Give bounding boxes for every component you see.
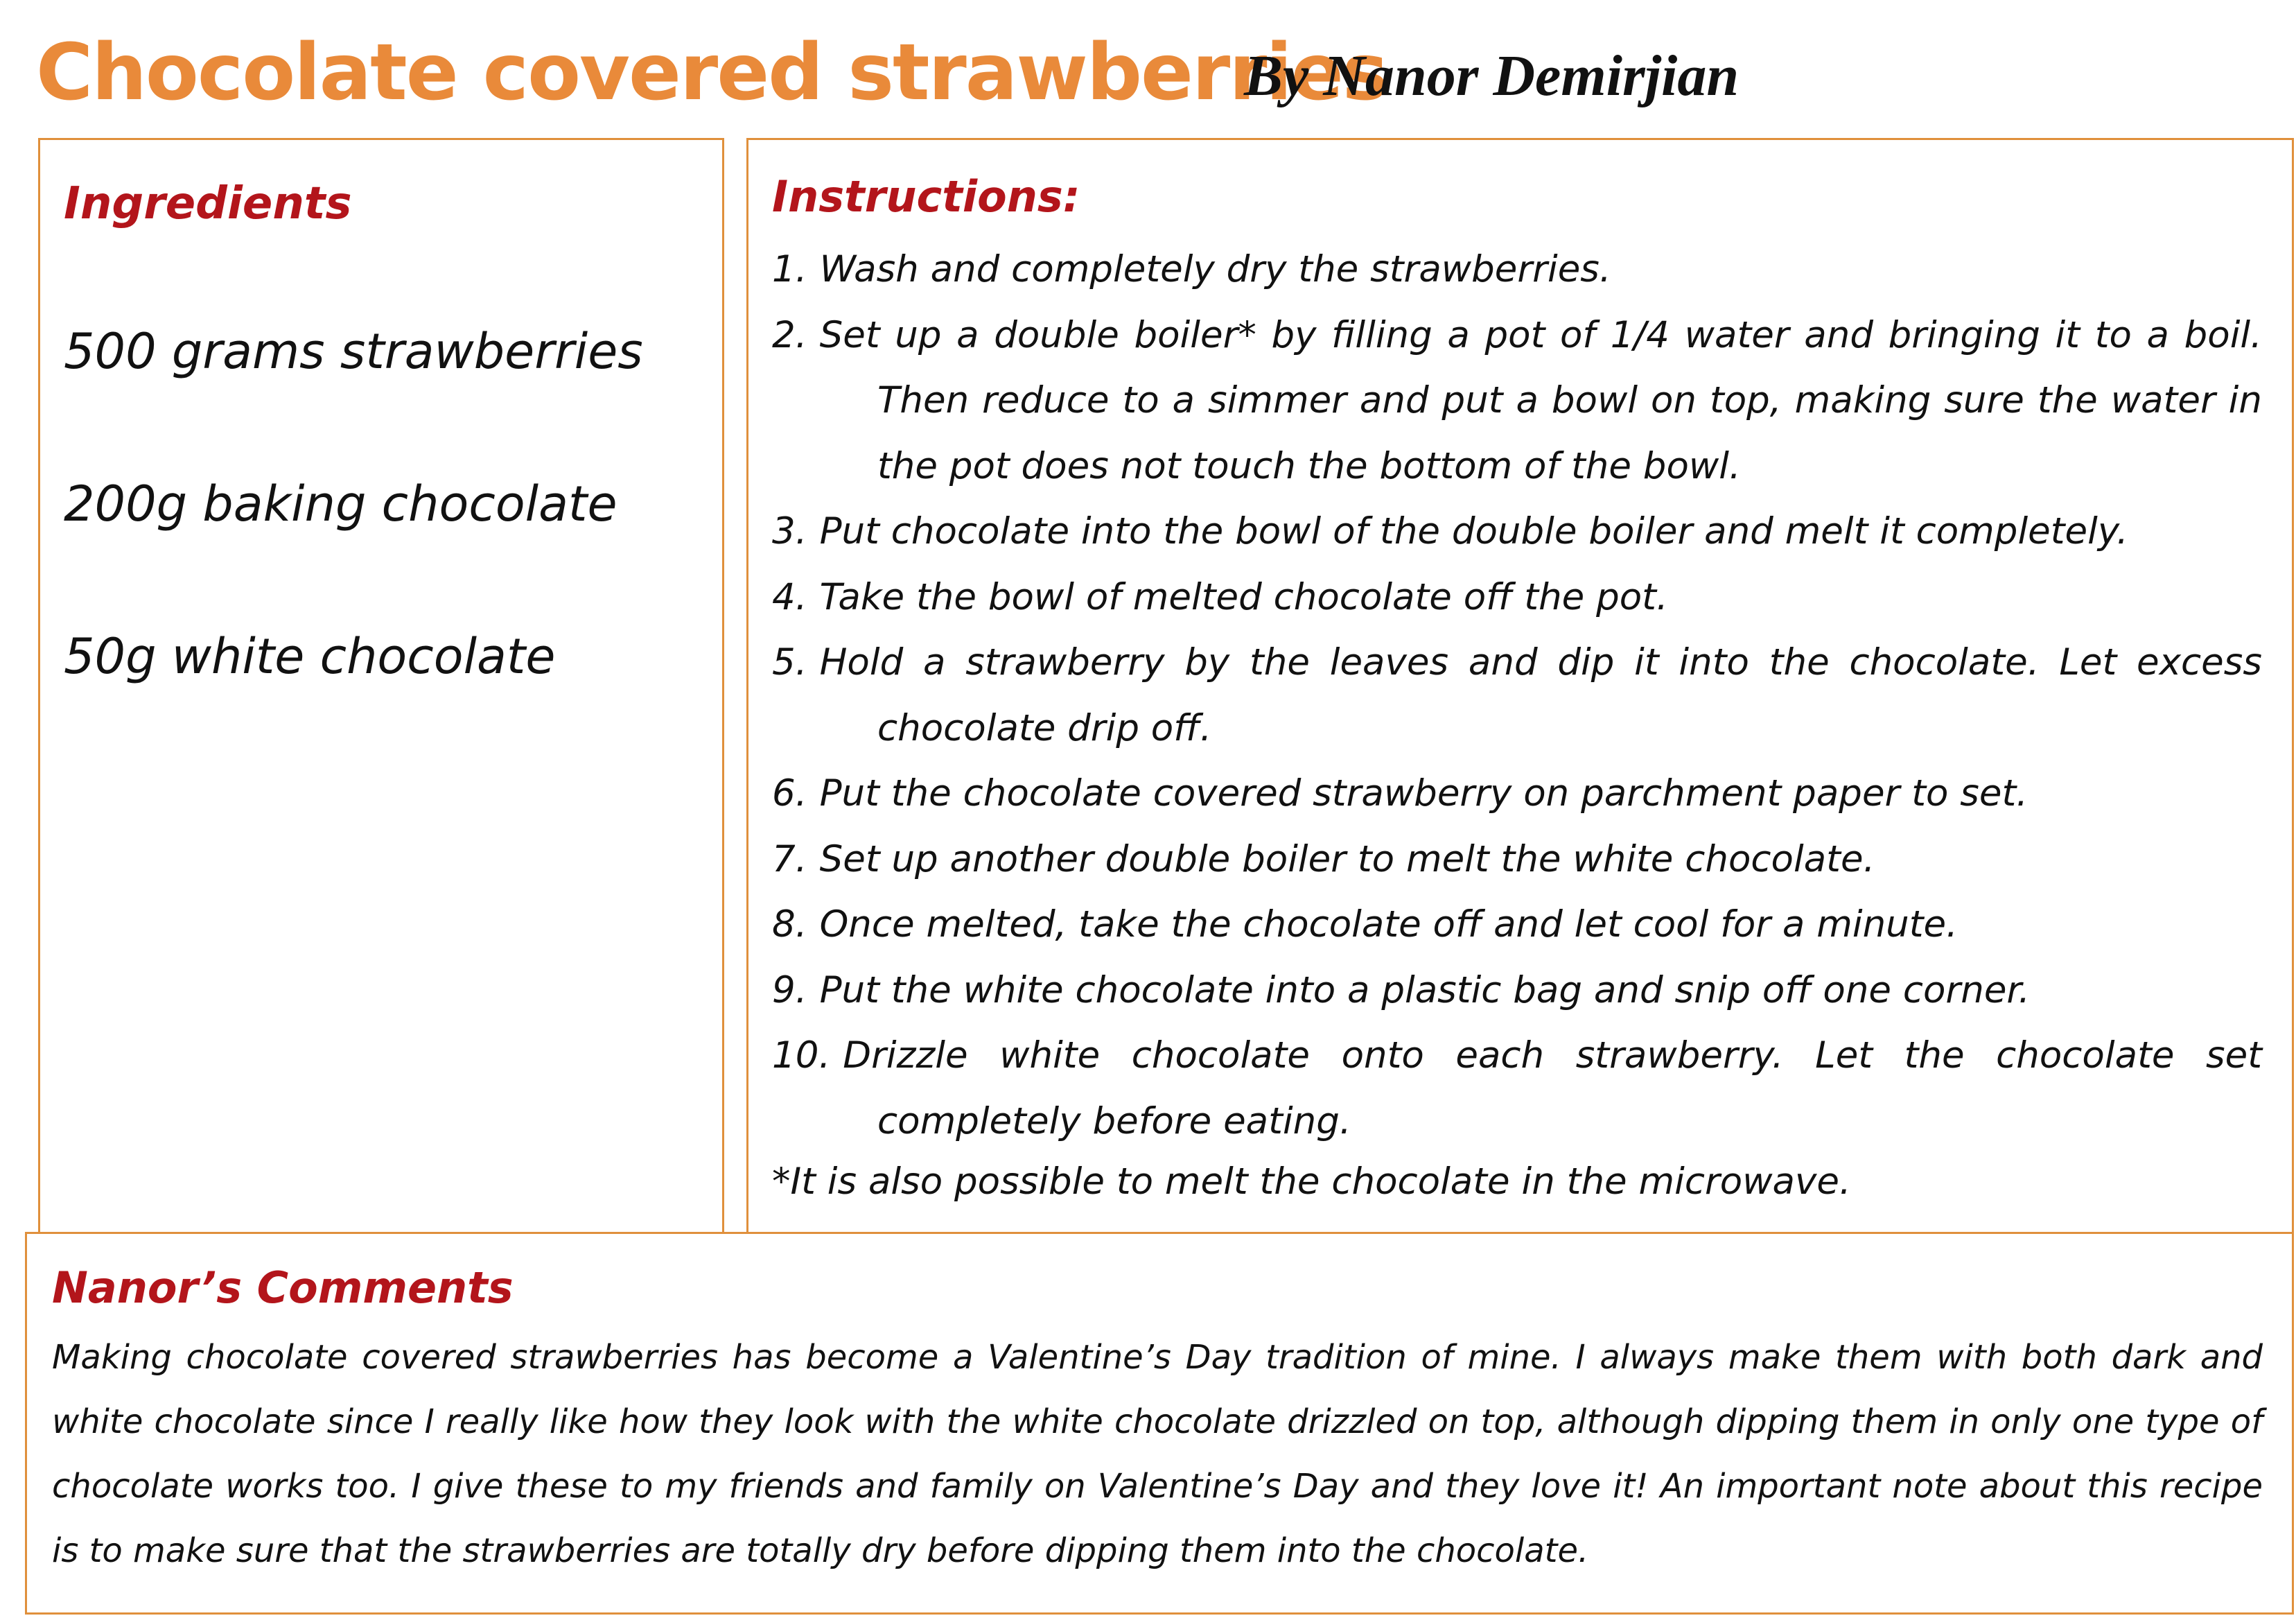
instruction-step xyxy=(772,892,2262,958)
ingredient-item: 500 grams strawberries xyxy=(64,323,643,380)
comments-heading: Nanor’s Comments xyxy=(52,1262,514,1313)
step-text: Wash and completely dry the strawberries. xyxy=(819,248,1611,290)
ingredients-panel xyxy=(38,138,724,1236)
step-text: Put the chocolate covered strawberry on parchment paper to set. xyxy=(819,772,2028,815)
instructions-heading: Instructions: xyxy=(772,171,1080,222)
step-text: Hold a strawberry by the leaves and dip it into the chocolate. Let excess chocolate drip off. xyxy=(819,641,2262,749)
comments-panel xyxy=(25,1232,2294,1615)
ingredient-item: 200g baking chocolate xyxy=(64,476,617,532)
instruction-step xyxy=(772,827,2262,893)
ingredients-heading: Ingredients xyxy=(64,178,352,229)
instructions-steps xyxy=(772,237,2262,1210)
step-number: 2. xyxy=(772,313,807,356)
instruction-step xyxy=(772,958,2262,1024)
recipe-title: Chocolate covered strawberries xyxy=(36,28,1387,118)
step-text: Set up another double boiler to melt the white chocolate. xyxy=(819,837,1875,880)
step-number: 10. xyxy=(772,1034,831,1077)
microwave-note: *It is also possible to melt the chocolate in the microwave. xyxy=(772,1160,1851,1203)
step-text: Set up a double boiler* by filling a pot of 1/4 water and bringing it to a boil. Then reduce to a simmer and put a bowl on top, making sure the water in the pot does not touch the bottom of the bowl. xyxy=(819,313,2262,487)
ingredient-item: 50g white chocolate xyxy=(64,628,556,685)
step-text: Put chocolate into the bowl of the double boiler and melt it completely. xyxy=(819,510,2128,553)
instruction-step xyxy=(772,303,2262,500)
step-number: 7. xyxy=(772,837,807,880)
comments-body: Making chocolate covered strawberries has become a Valentine’s Day tradition of mine. I always make them with both dark and white chocolate since I really like how they look with the white chocolate drizzled on top, although dipping them in only one type of chocolate works too. I give these to my friends and family on Valentine’s Day and they love it! An important note about this recipe is to make sure that the strawberries are totally dry before dipping them into the chocolate. xyxy=(52,1338,2263,1570)
step-text: Put the white chocolate into a plastic bag and snip off one corner. xyxy=(819,968,2031,1011)
instructions-panel xyxy=(746,138,2294,1236)
step-text: Take the bowl of melted chocolate off the pot. xyxy=(819,575,1668,618)
instruction-step xyxy=(772,499,2262,565)
step-number: 1. xyxy=(772,248,807,290)
step-number: 9. xyxy=(772,968,807,1011)
step-number: 8. xyxy=(772,903,807,946)
step-text: Drizzle white chocolate onto each strawberry. Let the chocolate set completely before eating. xyxy=(843,1034,2262,1142)
instruction-step xyxy=(772,1023,2262,1154)
step-number: 3. xyxy=(772,510,807,553)
step-number: 4. xyxy=(772,575,807,618)
step-text: Once melted, take the chocolate off and let cool for a minute. xyxy=(819,903,1958,946)
instruction-step xyxy=(772,761,2262,827)
ingredients-list xyxy=(64,320,643,778)
step-number: 5. xyxy=(772,641,807,684)
step-number: 6. xyxy=(772,772,807,815)
author-byline: By Nanor Demirjian xyxy=(1244,44,1739,108)
instruction-step xyxy=(772,630,2262,761)
instruction-step xyxy=(772,237,2262,303)
instruction-step xyxy=(772,565,2262,631)
